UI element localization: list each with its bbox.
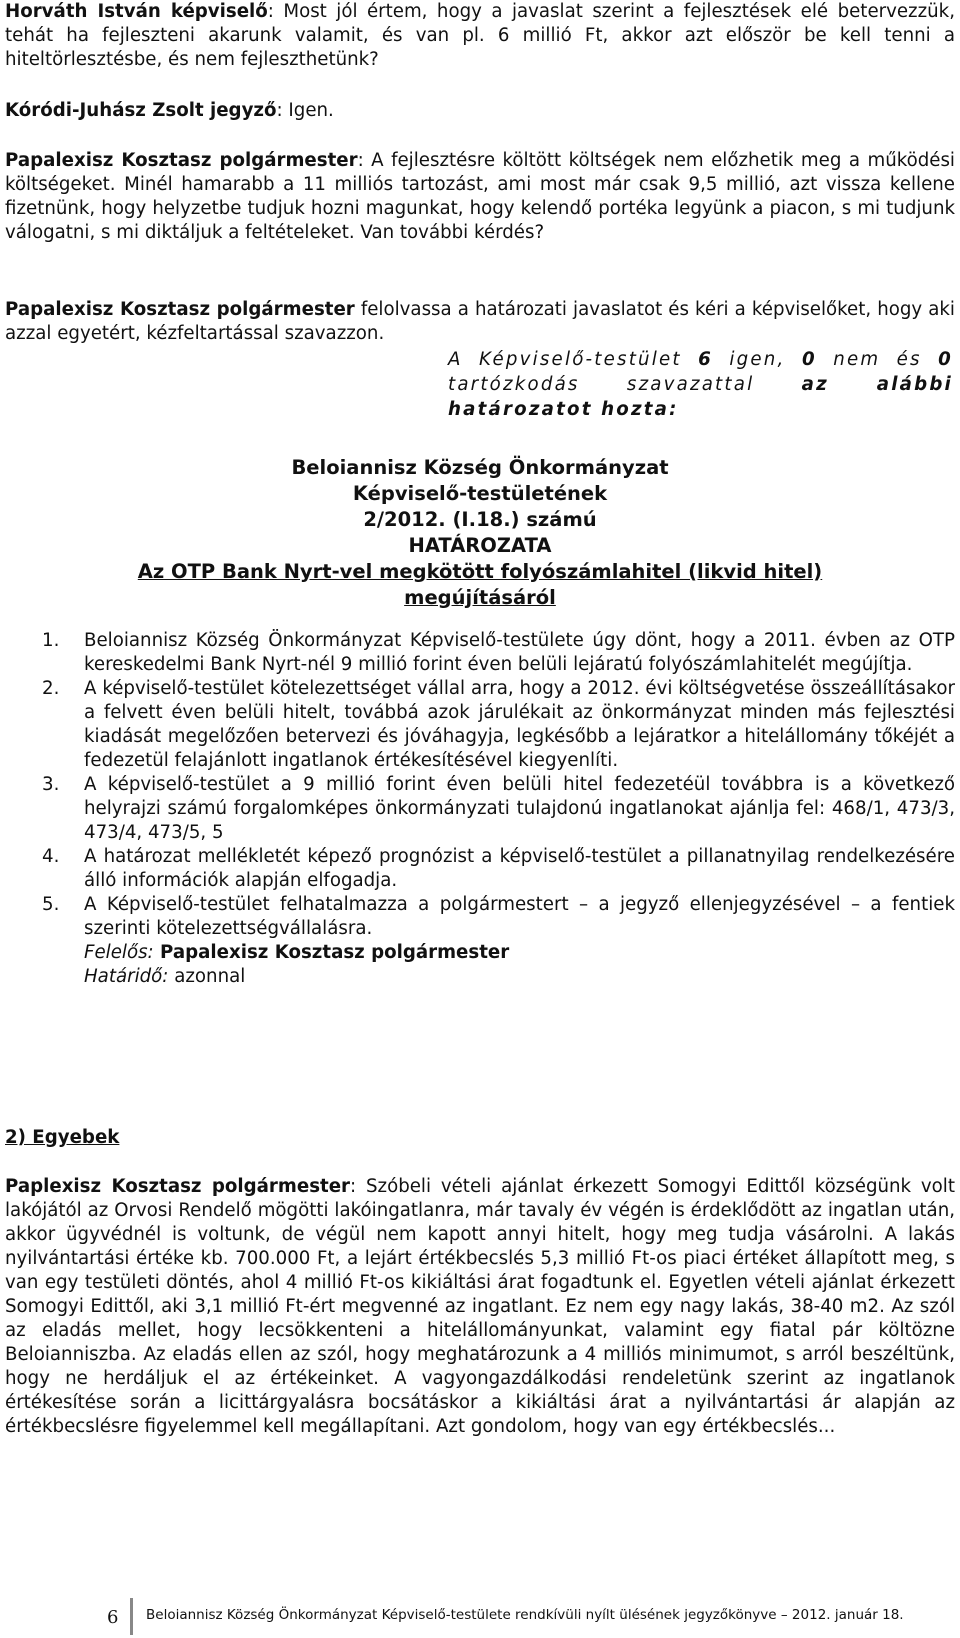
speaker-name: Paplexisz Kosztasz polgármester (5, 1176, 351, 1197)
deadline-line (5, 965, 955, 989)
vote-no-count: 0 (801, 349, 817, 370)
item-number: 3. (42, 774, 60, 795)
deadline-label: Határidő: (84, 966, 169, 987)
item-text: A Képviselő-testület felhatalmazza a polgármestert – a jegyző ellenjegyzésével – a fentiek szerinti kötelezettségvállalásra. (84, 894, 955, 939)
item-text: A határozat mellékletét képező prognózist a képviselő-testület a pillanatnyilag rendelkezésére álló információk alapján elfogadja. (84, 846, 955, 891)
resolution-title: HATÁROZATA (408, 534, 552, 557)
item-text: A képviselő-testület a 9 millió forint éven belüli hitel fedezetéül továbbra is a következő helyrajzi számú forgalomképes önkormányzati tulajdonú ingatlanokat ajánlja fel: 468/1, 473/3, 473/4, 473/5, 5 (84, 774, 955, 843)
list-item (5, 677, 955, 773)
resolution-issuer: Beloiannisz Község Önkormányzat (291, 456, 669, 479)
list-item (5, 893, 955, 941)
speaker-name: Kóródi-Juhász Zsolt jegyző (5, 100, 277, 121)
speaker-name: Papalexisz Kosztasz polgármester (5, 150, 358, 171)
vote-text: A Képviselő-testület (448, 349, 699, 370)
responsible-label: Felelős: (84, 942, 154, 963)
vote-text: igen, (713, 349, 802, 370)
paragraph-text: : Szóbeli vételi ajánlat érkezett Somogyi Edittől községünk volt lakójától az Orvosi Rendelő mögötti lakóingatlanra, már tavaly év végén is érdeklődött az ingatlan után, akkor ügyvédnél is voltunk, de végül nem kapott annyi hitelt, hogy meg tudja vásárolni. A lakás nyilvántartási értéke kb. 700.000 Ft, a lejárt értékbecslés 5,3 millió Ft-os piaci értéket állapított meg, s van egy testületi döntés, ahol 4 millió Ft-os kikiáltási árat fogadtunk el. Egyetlen vételi ajánlat érkezett Somogyi Edittől, aki 3,1 millió Ft-ért megvenné az ingatlant. Ez nem egy nagy lakás, 38-40 m2. Az szól az eladás mellet, hogy lecsökkenteni a hitelállományunkat, valamint egy fiatal pár költözne Beloianniszba. Az eladás ellen az szól, hogy meghatározunk a 4 milliós minimumot, s arról beszéltünk, hogy ne herdáljuk el az értékeinket. A vagyongazdálkodási rendeletünk szerint az ingatlanok értékesítése során a licittárgyalásra bocsátáskor a kikiáltási árat a nyilvántartási ár alapján az értékbecslésre figyelemmel kell megállapítani. Azt gondolom, hogy van egy értékbecslés... (5, 1176, 955, 1437)
paragraph-text: felolvassa a határozati javaslatot és kéri a képviselőket, hogy aki azzal egyetért, kézfeltartással szavazzon. (5, 299, 955, 344)
resolution-subject: Az OTP Bank Nyrt-vel megkötött folyószámlahitel (likvid hitel) (137, 560, 823, 583)
resolution-number: 2/2012. (I.18.) számú (363, 508, 597, 531)
resolution-body: Képviselő-testületének (352, 482, 608, 505)
vote-yes-count: 6 (698, 349, 713, 370)
speaker-name: Papalexisz Kosztasz polgármester (5, 299, 355, 320)
paragraph-papalexisz-1 (5, 149, 955, 245)
vote-abstain-count: 0 (938, 349, 953, 370)
resolution-subject-cont: megújításáról (404, 586, 556, 609)
paragraph-text: : Most jól értem, hogy a javaslat szerint a fejlesztések elé betervezzük, tehát ha fejleszteni akarunk valamit, és van pl. 6 millió Ft, akkor azt először be kell tenni a hiteltörlesztésbe, és nem fejleszthetünk? (5, 1, 955, 70)
list-item (5, 845, 955, 893)
paragraph-korodi (5, 99, 955, 123)
item-number: 5. (42, 894, 60, 915)
responsible-line (5, 941, 955, 965)
speaker-name: Horváth István képviselő (5, 1, 268, 22)
section-heading: 2) Egyebek (5, 1127, 120, 1148)
paragraph-paplexisz (5, 1175, 955, 1439)
resolution-items (5, 629, 955, 989)
deadline-value: azonnal (168, 966, 246, 987)
item-number: 4. (42, 846, 60, 867)
vote-text: nem és (816, 349, 939, 370)
resolution-heading (5, 455, 955, 611)
paragraph-papalexisz-2 (5, 298, 955, 346)
footer-text: Beloiannisz Község Önkormányzat Képviselő-testülete rendkívüli nyílt ülésének jegyzőkönyve – 2012. január 18. (146, 1607, 904, 1623)
item-number: 1. (42, 630, 60, 651)
footer-divider (130, 1598, 133, 1635)
paragraph-text: : Igen. (276, 100, 334, 121)
page-footer (0, 1598, 950, 1638)
item-text: Beloiannisz Község Önkormányzat Képviselő-testülete úgy dönt, hogy a 2011. évben az OTP kereskedelmi Bank Nyrt-nél 9 millió forint éven belüli lejáratú folyószámlahitelét megújítja. (84, 630, 955, 675)
list-item (5, 773, 955, 845)
item-text: A képviselő-testület kötelezettséget vállal arra, hogy a 2012. évi költségvetése összeállításakor a felvett éven belüli hitelt, továbbá azok járulékait az önkormányzat minden más fejlesztési kiadását megelőzően betervezi és jóváhagyja, legkésőbb a lejáratkor a hitelállomány tőkéjét a fedezetül felajánlott ingatlanok értékesítésével kiegyenlíti. (84, 678, 955, 771)
vote-result (448, 347, 953, 422)
vote-conclusion: az alábbi határozatot hozta: (448, 374, 953, 420)
item-number: 2. (42, 678, 60, 699)
paragraph-text: : A fejlesztésre költött költségek nem előzhetik meg a működési költségeket. Minél hamarabb a 11 milliós tartozást, ami most már csak 9,5 millió, azt vissza kellene fizetnünk, hogy helyzetbe tudjuk hozni magunkat, hogy kelendő portéka legyünk a piacon, s mi tudjunk válogatni, s mi diktáljuk a feltételeket. Van további kérdés? (5, 150, 955, 243)
page-number: 6 (107, 1607, 119, 1628)
list-item (5, 629, 955, 677)
vote-text: tartózkodás szavazattal (448, 374, 802, 395)
paragraph-horvath (5, 0, 955, 72)
responsible-value: Papalexisz Kosztasz polgármester (153, 942, 510, 963)
